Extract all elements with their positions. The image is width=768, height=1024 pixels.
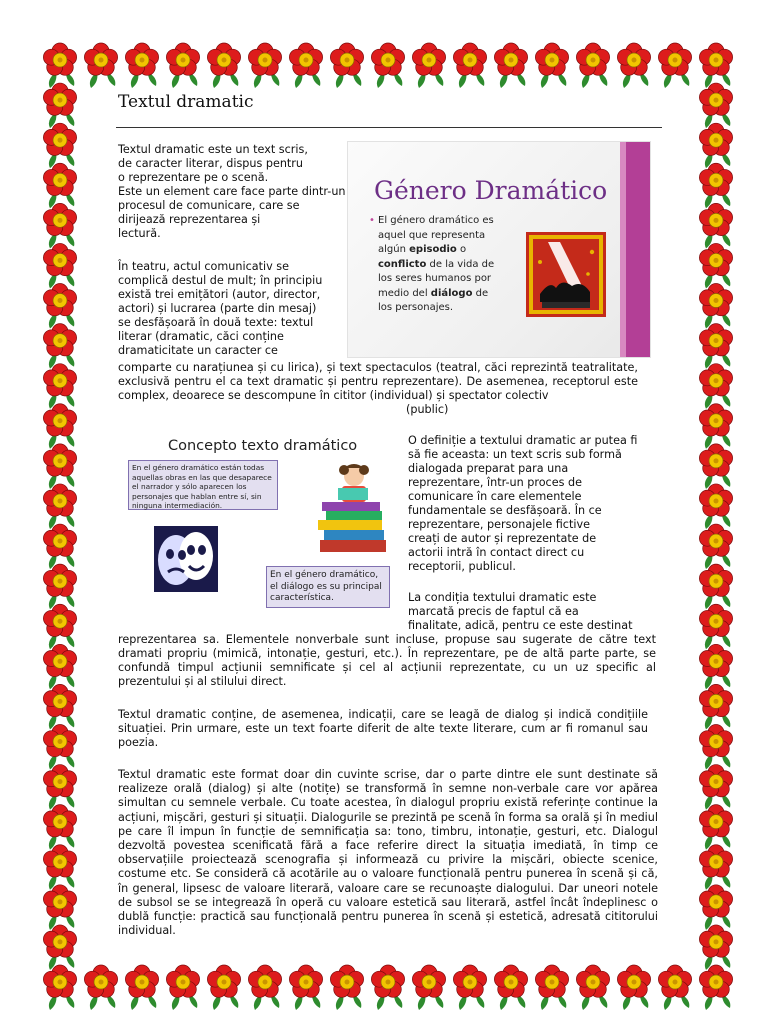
flower-icon — [699, 83, 732, 128]
flower-icon — [699, 765, 732, 810]
theatre-line: se desfășoară în două texte: textul — [118, 316, 314, 329]
slide-text: de los personajes. — [378, 287, 489, 313]
flower-icon — [412, 965, 445, 1010]
flower-icon — [43, 43, 76, 88]
slide-title: Concepto texto dramático — [168, 438, 358, 454]
flower-icon — [84, 965, 117, 1010]
condition-block — [408, 591, 668, 633]
intro-line: procesul de comunicare, care se — [118, 199, 300, 212]
flower-icon — [43, 724, 76, 769]
definition-line: receptorii, publicul. — [408, 560, 516, 573]
flower-icon — [43, 925, 76, 970]
flower-icon — [43, 484, 76, 529]
theatre-line: complică destul de mult; în principiu — [118, 274, 323, 287]
concept-box: En el género dramático están todas aquellas obras en las que desaparece el narrador y sólo aparecen los personajes que hablan entre sí, sin ninguna intermediación. — [128, 460, 278, 510]
flower-icon — [43, 524, 76, 569]
flower-icon — [699, 203, 732, 248]
flower-icon — [699, 484, 732, 529]
intro-line: Textul dramatic este un text scris, — [118, 143, 308, 156]
intro-line: de caracter literar, dispus pentru — [118, 157, 303, 170]
flower-icon — [43, 284, 76, 329]
flower-icon — [699, 564, 732, 609]
intro-line: lectură. — [118, 227, 161, 240]
flower-icon — [535, 965, 568, 1010]
definition-line: creați de autor și reprezentate de — [408, 532, 597, 545]
slide-concepto — [128, 434, 390, 608]
flower-icon — [43, 404, 76, 449]
paragraph-final: Textul dramatic este format doar din cuvinte scrise, dar o parte dintre ele sunt destinate să realizeze orală (dialog) și alte (notițe) se transformă în semne non-verbale care vor apărea simultan cu semnele verbale. Cu toate acestea, în dialogul propriu există referințe continue la acțiuni, mișcări, gesturi și situații. Dialogurile se prezintă pe scenă în forma sa orală și în mediul pe care îl impun în funcție de semnificația sa: tono, timbru, intonație, gesturi, etc. Dialogul dezvoltă povestea scenificată fără a face referire direct la situația imediată, în timp ce observațiile proiectează scenografia și informează cu privire la mișcări, obiecte scenice, costume etc. Se consideră că acotările au o valoare funcțională pentru punerea în scenă și că, în general, lipsesc de valoare literară, valoare care se recunoaște dialogului. Dar uneori notele de subsol se se integrează în operă cu valoare estetică sau literară, astfel încât îndeplinesc o dublă funcție: practică sau funcțională pentru punerea în scenă și estetică, adresată cititorului individual. — [118, 768, 658, 938]
theatre-continued — [118, 361, 638, 403]
flower-icon — [43, 684, 76, 729]
flower-icon — [289, 965, 322, 1010]
flower-icon — [699, 724, 732, 769]
flower-icon — [699, 644, 732, 689]
flower-icon — [699, 43, 732, 88]
condition-continued: reprezentarea sa. Elementele nonverbale sunt incluse, propuse sau sugerate de către text dramati propriu (mimică, intonație, gesturi, etc.). În reprezentare, pe de altă parte parte, se confundă timpul acțiunii semnificate și cel al acțiunii reprezentate, cu un uz specific al prezentului și al stilului direct. — [118, 633, 656, 688]
flower-icon — [699, 364, 732, 409]
definition-line: O definiție a textului dramatic ar putea fi — [408, 434, 638, 447]
flower-icon — [43, 885, 76, 930]
theatre-line: dramaticitate un caracter ce — [118, 344, 278, 357]
definition-line: fundamentale se desfășoară. În ce — [408, 504, 602, 517]
title-divider — [116, 127, 662, 128]
flower-icon — [43, 564, 76, 609]
theatre-line: actori) și lucrarea (parte din mesaj) — [118, 302, 317, 315]
definition-line: comunicare în care elementele — [408, 490, 582, 503]
flower-icon — [494, 965, 527, 1010]
flower-icon — [43, 444, 76, 489]
condition-line: La condiția textului dramatic este — [408, 591, 597, 604]
flower-icon — [43, 604, 76, 649]
definition-line: dialogada preparat para una — [408, 462, 569, 475]
slide-bold-text: diálogo — [430, 287, 473, 299]
condition-line: finalitate, adică, pentru ce este destinat — [408, 619, 633, 632]
flower-icon — [576, 965, 609, 1010]
flower-icon — [43, 163, 76, 208]
theatre-masks-icon — [154, 526, 218, 592]
flower-icon — [43, 845, 76, 890]
definition-block — [408, 434, 668, 574]
flower-icon — [43, 243, 76, 288]
flower-icon — [658, 965, 691, 1010]
flower-icon — [699, 604, 732, 649]
theatre-line: În teatru, actul comunicativ se — [118, 260, 289, 273]
flower-icon — [43, 83, 76, 128]
definition-line: reprezentare, personajele fictive — [408, 518, 590, 531]
intro-block — [118, 143, 350, 241]
intro-line: Este un element care face parte dintr-un — [118, 185, 346, 198]
intro-line: o reprezentare pe o scenă. — [118, 171, 269, 184]
intro-line: dirijează reprezentarea și — [118, 213, 261, 226]
flower-icon — [43, 644, 76, 689]
flower-icon — [248, 965, 281, 1010]
theatre-end: (public) — [406, 403, 449, 416]
flower-icon — [617, 965, 650, 1010]
slide-genero-dramatico — [348, 142, 650, 357]
definition-line: să fie aceasta: un text scris sub formă — [408, 448, 622, 461]
flower-icon — [43, 324, 76, 369]
concept-box: En el género dramático, el diálogo es su principal característica. — [266, 566, 390, 608]
page-title: Textul dramatic — [118, 92, 254, 112]
flower-icon — [699, 845, 732, 890]
paragraph-indications: Textul dramatic conține, de asemenea, indicații, care se leagă de dialog și indică condițiile situației. Prin urmare, este un text foarte diferit de alte texte literare, cum ar fi romanul sau poezia. — [118, 708, 648, 750]
slide-bold-text: conflicto — [378, 258, 427, 270]
reading-child-icon — [314, 462, 392, 556]
definition-line: actorii intră în contact direct cu — [408, 546, 585, 559]
flower-icon — [699, 404, 732, 449]
slide-title: Género Dramático — [374, 176, 608, 205]
flower-icon — [699, 284, 732, 329]
flower-icon — [453, 965, 486, 1010]
flower-icon — [699, 123, 732, 168]
slide-accent-bar — [626, 142, 650, 357]
flower-icon — [43, 123, 76, 168]
flower-icon — [43, 805, 76, 850]
theatre-line: există trei emițători (autor, director, — [118, 288, 321, 301]
flower-icon — [699, 163, 732, 208]
theatre-continued-text: comparte cu narațiunea și cu lirica), și text spectaculos (teatral, căci reprezintă teatralitate, exclusivă pentru el ca text dramatic și pentru reprezentare). De asemenea, receptorul este complex, deoarece se descompune în cititor (individual) și spectator colectiv — [118, 361, 638, 402]
flower-icon — [43, 364, 76, 409]
slide-bold-text: episodio — [409, 244, 457, 255]
theatre-stage-icon — [526, 232, 606, 317]
slide-bullet-text — [369, 214, 503, 316]
flower-icon — [43, 765, 76, 810]
flower-icon — [207, 965, 240, 1010]
flower-icon — [125, 965, 158, 1010]
flower-icon — [699, 805, 732, 850]
flower-icon — [166, 965, 199, 1010]
slide-text: o — [459, 244, 467, 255]
slide-text: El género dramático es aquel que representa algún — [378, 215, 494, 255]
flower-icon — [330, 965, 363, 1010]
flower-icon — [43, 203, 76, 248]
flower-icon — [699, 925, 732, 970]
slide-text: de la vida de los seres humanos por medio del — [378, 258, 495, 299]
flower-icon — [699, 885, 732, 930]
flower-icon — [43, 965, 76, 1010]
document-page — [100, 78, 670, 963]
definition-line: reprezentare, într-un proces de — [408, 476, 582, 489]
flower-icon — [699, 243, 732, 288]
flower-icon — [699, 444, 732, 489]
theatre-line: literar (dramatic, căci conține — [118, 330, 284, 343]
flower-icon — [699, 965, 732, 1010]
flower-icon — [371, 965, 404, 1010]
bullet-icon: • — [369, 215, 375, 226]
flower-icon — [699, 324, 732, 369]
flower-icon — [699, 684, 732, 729]
theatre-block — [118, 260, 350, 358]
condition-line: marcată precis de faptul că ea — [408, 605, 579, 618]
flower-icon — [699, 524, 732, 569]
